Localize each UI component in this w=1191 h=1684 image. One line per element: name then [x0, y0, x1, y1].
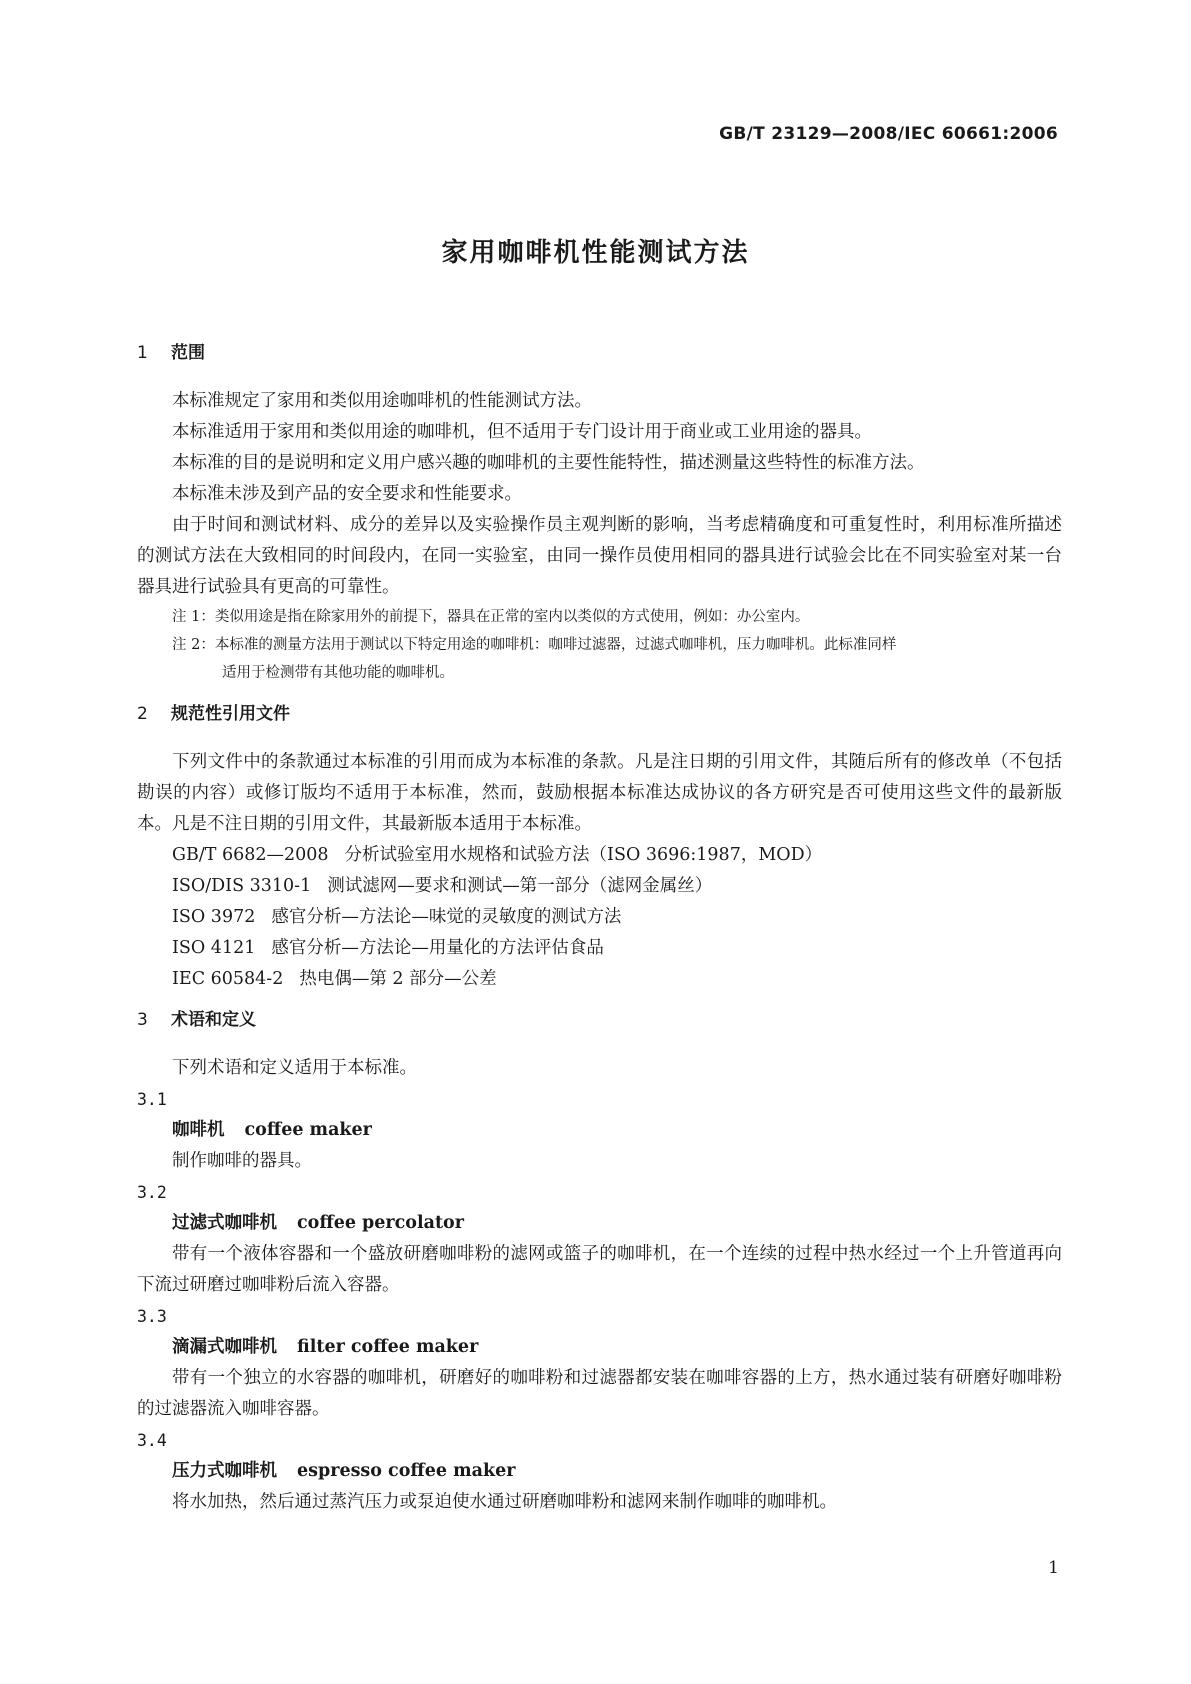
reference-item [137, 871, 1062, 902]
reference-item [137, 933, 1062, 964]
section-heading-normative-references [137, 701, 1062, 727]
paragraph: 本标准规定了家用和类似用途咖啡机的性能测试方法。 [172, 391, 592, 411]
term-name-zh: 咖啡机 [172, 1120, 225, 1140]
term-name [137, 1115, 1062, 1146]
reference-code: GB/T 6682—2008 [172, 845, 329, 865]
reference-item [137, 840, 1062, 871]
section-number: 3 [137, 1010, 148, 1030]
term-name-en: filter coffee maker [297, 1337, 479, 1357]
term-number: 3.1 [137, 1090, 167, 1109]
reference-title: 分析试验室用水规格和试验方法（ISO 3696:1987，MOD） [344, 845, 823, 865]
section-title: 术语和定义 [171, 1010, 256, 1030]
term-number: 3.3 [137, 1307, 167, 1326]
reference-title: 热电偶—第 2 部分—公差 [299, 969, 497, 989]
reference-title: 测试滤网—要求和测试—第一部分（滤网金属丝） [327, 876, 713, 896]
paragraph: 本标准适用于家用和类似用途的咖啡机，但不适用于专门设计用于商业或工业用途的器具。 [172, 422, 872, 442]
reference-code: IEC 60584-2 [172, 969, 284, 989]
note-1 [137, 603, 1062, 631]
term-name-zh: 过滤式咖啡机 [172, 1213, 277, 1233]
term-name [137, 1208, 1062, 1239]
document-title: 家用咖啡机性能测试方法 [441, 238, 750, 268]
term-number: 3.4 [137, 1431, 167, 1450]
term-definition: 将水加热，然后通过蒸汽压力或泵迫使水通过研磨咖啡粉和滤网来制作咖啡的咖啡机。 [172, 1492, 837, 1512]
section-number: 2 [137, 704, 148, 724]
page-number: 1 [1048, 1558, 1059, 1578]
section-title: 范围 [171, 343, 205, 363]
reference-item [137, 964, 1062, 995]
note-label: 注 2： [172, 637, 215, 653]
standard-code: GB/T 23129—2008/IEC 60661:2006 [719, 124, 1058, 144]
note-2-continuation: 适用于检测带有其他功能的咖啡机。 [222, 665, 454, 681]
section-heading-terms [137, 1007, 1062, 1033]
reference-code: ISO/DIS 3310-1 [172, 876, 312, 896]
term-name-en: coffee percolator [297, 1213, 464, 1233]
term-name-zh: 压力式咖啡机 [172, 1461, 277, 1481]
section-title: 规范性引用文件 [171, 704, 290, 724]
paragraph: 本标准的目的是说明和定义用户感兴趣的咖啡机的主要性能特性，描述测量这些特性的标准方法。 [172, 453, 925, 473]
term-definition: 带有一个液体容器和一个盛放研磨咖啡粉的滤网或篮子的咖啡机，在一个连续的过程中热水经过一个上升管道再向下流过研磨过咖啡粉后流入容器。 [137, 1244, 1062, 1295]
note-2 [137, 631, 1062, 659]
term-name-en: coffee maker [244, 1120, 372, 1140]
term-name-zh: 滴漏式咖啡机 [172, 1337, 277, 1357]
term-definition: 带有一个独立的水容器的咖啡机，研磨好的咖啡粉和过滤器都安装在咖啡容器的上方，热水通过装有研磨好咖啡粉的过滤器流入咖啡容器。 [137, 1368, 1062, 1419]
paragraph: 本标准未涉及到产品的安全要求和性能要求。 [172, 484, 522, 504]
term-name-en: espresso coffee maker [297, 1461, 516, 1481]
section-heading-scope [137, 340, 1062, 366]
reference-code: ISO 4121 [172, 938, 256, 958]
term-number: 3.2 [137, 1183, 167, 1202]
reference-item [137, 902, 1062, 933]
note-label: 注 1： [172, 609, 215, 625]
section-number: 1 [137, 343, 148, 363]
paragraph: 由于时间和测试材料、成分的差异以及实验操作员主观判断的影响，当考虑精确度和可重复性时，利用标准所描述的测试方法在大致相同的时间段内，在同一实验室，由同一操作员使用相同的器具进行试验会比在不同实验室对某一台器具进行试验具有更高的可靠性。 [137, 515, 1062, 597]
term-definition: 制作咖啡的器具。 [172, 1151, 312, 1171]
document-body [137, 340, 1062, 1518]
paragraph: 下列术语和定义适用于本标准。 [172, 1058, 417, 1078]
note-text: 本标准的测量方法用于测试以下特定用途的咖啡机：咖啡过滤器，过滤式咖啡机，压力咖啡机。此标准同样 [214, 637, 897, 653]
reference-title: 感官分析—方法论—味觉的灵敏度的测试方法 [271, 907, 622, 927]
term-name [137, 1456, 1062, 1487]
reference-code: ISO 3972 [172, 907, 256, 927]
reference-title: 感官分析—方法论—用量化的方法评估食品 [271, 938, 604, 958]
paragraph: 下列文件中的条款通过本标准的引用而成为本标准的条款。凡是注日期的引用文件，其随后所有的修改单（不包括勘误的内容）或修订版均不适用于本标准，然而，鼓励根据本标准达成协议的各方研究是否可使用这些文件的最新版本。凡是不注日期的引用文件，其最新版本适用于本标准。 [137, 752, 1062, 834]
note-text: 类似用途是指在除家用外的前提下，器具在正常的室内以类似的方式使用，例如：办公室内。 [214, 609, 810, 625]
term-name [137, 1332, 1062, 1363]
